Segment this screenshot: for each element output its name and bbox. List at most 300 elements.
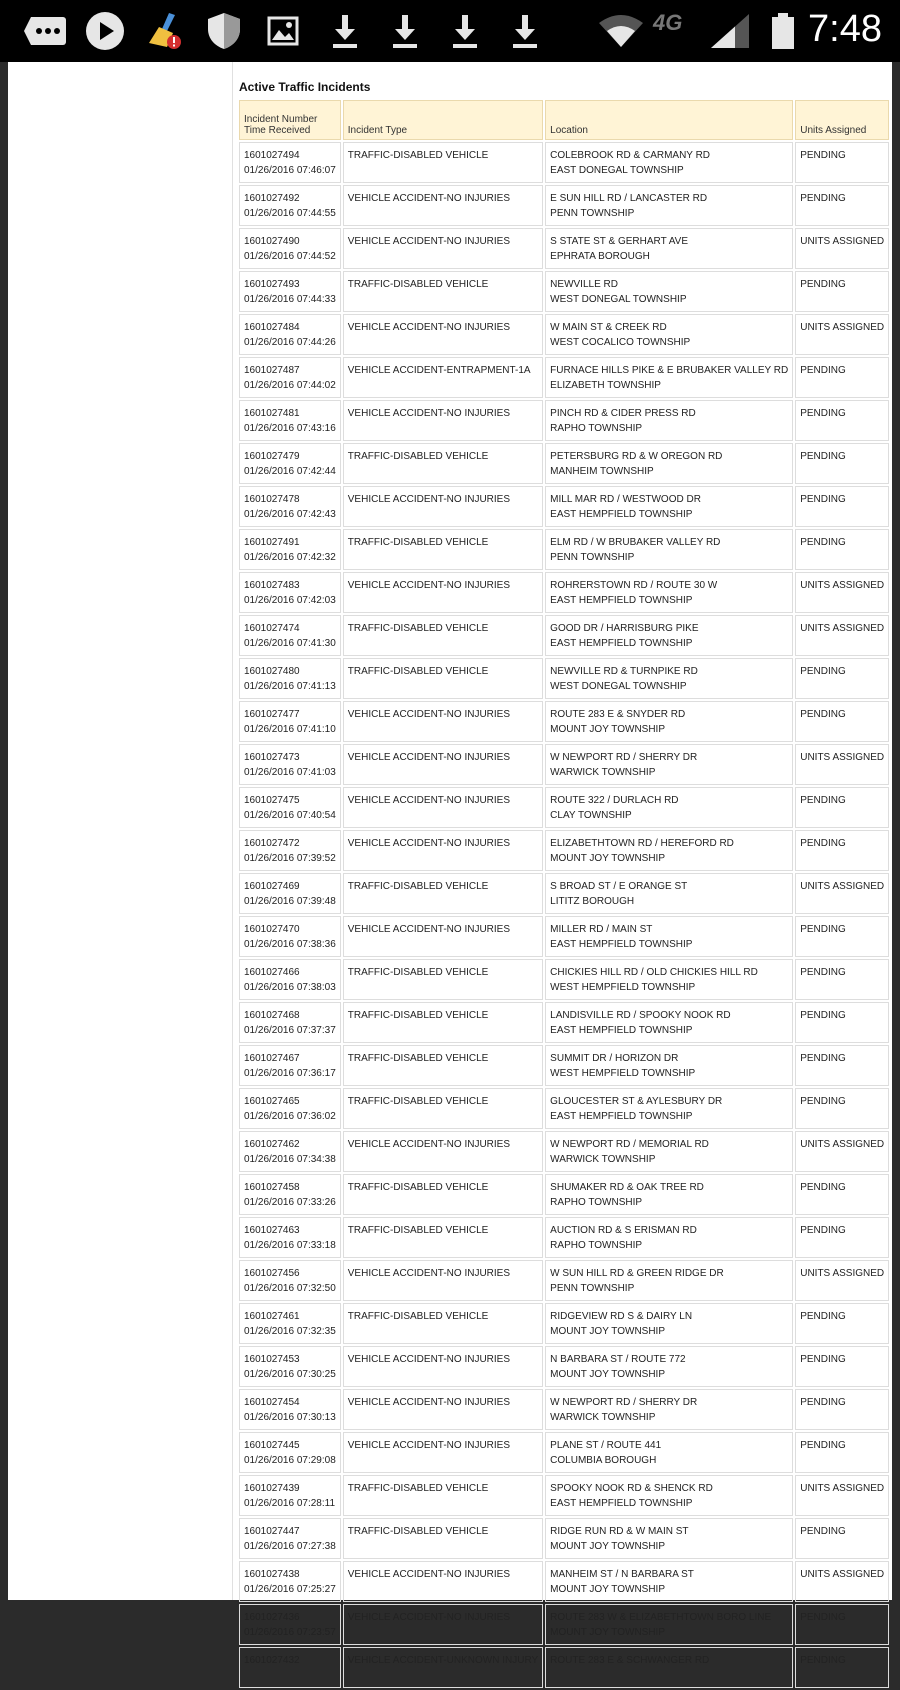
cell-location [545,572,793,613]
incident-table [237,98,891,1690]
cell-location [545,1174,793,1215]
incident-type: VEHICLE ACCIDENT-NO INJURIES [343,744,543,785]
incident-number: 1601027475 [244,795,300,806]
cell-location [545,529,793,570]
cell-number-time [239,1088,341,1129]
incident-number: 1601027491 [244,537,300,548]
incident-type: VEHICLE ACCIDENT-NO INJURIES [343,1561,543,1602]
cell-number-time [239,1217,341,1258]
cell-number-time [239,873,341,914]
incident-number: 1601027458 [244,1182,300,1193]
location-municipality: MOUNT JOY TOWNSHIP [550,1584,666,1595]
download-icon [508,10,542,52]
location-street: GOOD DR / HARRISBURG PIKE [550,623,699,634]
cell-number-time [239,1561,341,1602]
time-received: 01/26/2016 07:44:33 [244,294,336,305]
location-street: W NEWPORT RD / SHERRY DR [550,1397,698,1408]
incident-type: VEHICLE ACCIDENT-NO INJURIES [343,572,543,613]
incident-number: 1601027469 [244,881,300,892]
column-header-units: Units Assigned [795,100,889,140]
table-row [239,658,889,699]
cell-location [545,486,793,527]
units-assigned: PENDING [795,1518,889,1559]
incident-type: VEHICLE ACCIDENT-NO INJURIES [343,314,543,355]
cell-location [545,228,793,269]
table-row [239,1131,889,1172]
cell-number-time [239,400,341,441]
units-assigned: PENDING [795,1174,889,1215]
location-municipality: ELIZABETH TOWNSHIP [550,380,661,391]
location-street: NEWVILLE RD & TURNPIKE RD [550,666,698,677]
time-received: 01/26/2016 07:44:55 [244,208,336,219]
location-street: LANDISVILLE RD / SPOOKY NOOK RD [550,1010,731,1021]
cell-number-time [239,615,341,656]
location-municipality: RAPHO TOWNSHIP [550,423,643,434]
units-assigned: PENDING [795,916,889,957]
table-row [239,701,889,742]
time-received: 01/26/2016 07:41:10 [244,724,336,735]
location-municipality: EAST HEMPFIELD TOWNSHIP [550,509,693,520]
table-row [239,959,889,1000]
cell-number-time [239,142,341,183]
location-municipality: MOUNT JOY TOWNSHIP [550,724,666,735]
cell-location [545,1045,793,1086]
cell-location [545,1647,793,1688]
time-received: 01/26/2016 07:42:43 [244,509,336,520]
time-received: 01/26/2016 07:32:50 [244,1283,336,1294]
units-assigned: PENDING [795,701,889,742]
units-assigned: UNITS ASSIGNED [795,572,889,613]
incident-type: TRAFFIC-DISABLED VEHICLE [343,1303,543,1344]
units-assigned: PENDING [795,1217,889,1258]
cell-number-time [239,1346,341,1387]
incident-type: TRAFFIC-DISABLED VEHICLE [343,1475,543,1516]
shield-icon [204,10,244,52]
cell-location [545,701,793,742]
incident-type: VEHICLE ACCIDENT-NO INJURIES [343,1389,543,1430]
cell-number-time [239,185,341,226]
location-street: SPOOKY NOOK RD & SHENCK RD [550,1483,713,1494]
units-assigned: UNITS ASSIGNED [795,744,889,785]
cell-location [545,1088,793,1129]
cell-location [545,400,793,441]
location-street: W NEWPORT RD / SHERRY DR [550,752,698,763]
location-street: SHUMAKER RD & OAK TREE RD [550,1182,704,1193]
units-assigned: PENDING [795,1432,889,1473]
cell-number-time [239,787,341,828]
units-assigned: PENDING [795,1647,889,1688]
cell-number-time [239,1647,341,1688]
location-street: COLEBROOK RD & CARMANY RD [550,150,711,161]
time-received: 01/26/2016 07:42:44 [244,466,336,477]
units-assigned: PENDING [795,486,889,527]
incident-type: TRAFFIC-DISABLED VEHICLE [343,1518,543,1559]
time-received: 01/26/2016 07:36:02 [244,1111,336,1122]
units-assigned: UNITS ASSIGNED [795,1260,889,1301]
location-street: PINCH RD & CIDER PRESS RD [550,408,696,419]
table-row [239,1002,889,1043]
incident-type: VEHICLE ACCIDENT-NO INJURIES [343,787,543,828]
time-received: 01/26/2016 07:33:18 [244,1240,336,1251]
incident-number: 1601027470 [244,924,300,935]
incident-number: 1601027474 [244,623,300,634]
incident-type: VEHICLE ACCIDENT-NO INJURIES [343,1432,543,1473]
more-notifications-icon [22,10,68,52]
location-municipality: WEST DONEGAL TOWNSHIP [550,294,687,305]
incident-type: VEHICLE ACCIDENT-NO INJURIES [343,830,543,871]
incident-number: 1601027472 [244,838,300,849]
location-municipality: WEST HEMPFIELD TOWNSHIP [550,1068,696,1079]
units-assigned: UNITS ASSIGNED [795,314,889,355]
network-type-label: 4G [653,10,683,35]
location-municipality: EPHRATA BOROUGH [550,251,650,262]
location-municipality: PENN TOWNSHIP [550,208,635,219]
table-row [239,1217,889,1258]
table-row [239,142,889,183]
incident-number: 1601027468 [244,1010,300,1021]
table-row [239,1303,889,1344]
location-street: W MAIN ST & CREEK RD [550,322,667,333]
location-municipality: CLAY TOWNSHIP [550,810,632,821]
incident-type: VEHICLE ACCIDENT-NO INJURIES [343,1346,543,1387]
incident-number: 1601027467 [244,1053,300,1064]
cell-number-time [239,916,341,957]
units-assigned: PENDING [795,1045,889,1086]
incident-type: VEHICLE ACCIDENT-NO INJURIES [343,916,543,957]
incident-type: TRAFFIC-DISABLED VEHICLE [343,1174,543,1215]
cell-location [545,744,793,785]
location-municipality: WEST DONEGAL TOWNSHIP [550,681,687,692]
table-row [239,185,889,226]
incident-number: 1601027465 [244,1096,300,1107]
table-row [239,1389,889,1430]
cell-location [545,1518,793,1559]
cell-number-time [239,1174,341,1215]
cell-location [545,314,793,355]
incident-number: 1601027456 [244,1268,300,1279]
incident-type: VEHICLE ACCIDENT-NO INJURIES [343,1131,543,1172]
location-municipality: PENN TOWNSHIP [550,1283,635,1294]
table-row [239,1604,889,1645]
units-assigned: PENDING [795,357,889,398]
incident-type: TRAFFIC-DISABLED VEHICLE [343,1002,543,1043]
table-row [239,400,889,441]
table-row [239,314,889,355]
incident-number: 1601027481 [244,408,300,419]
cell-number-time [239,1002,341,1043]
units-assigned: UNITS ASSIGNED [795,1561,889,1602]
location-street: CHICKIES HILL RD / OLD CHICKIES HILL RD [550,967,758,978]
location-municipality: PENN TOWNSHIP [550,552,635,563]
location-street: S STATE ST & GERHART AVE [550,236,688,247]
cell-number-time [239,959,341,1000]
cell-location [545,1131,793,1172]
battery-icon [768,10,798,52]
cell-location [545,1002,793,1043]
table-row [239,529,889,570]
location-street: S BROAD ST / E ORANGE ST [550,881,688,892]
table-row [239,615,889,656]
table-row [239,357,889,398]
page-content [8,62,892,1666]
units-assigned: UNITS ASSIGNED [795,228,889,269]
time-received: 01/26/2016 07:42:32 [244,552,336,563]
cell-location [545,443,793,484]
units-assigned: PENDING [795,658,889,699]
left-column [8,62,233,1600]
signal-icon [708,10,752,52]
cell-location [545,1260,793,1301]
location-municipality: MOUNT JOY TOWNSHIP [550,1541,666,1552]
units-assigned: PENDING [795,142,889,183]
location-street: AUCTION RD & S ERISMAN RD [550,1225,697,1236]
column-header-location: Location [545,100,793,140]
time-received: 01/26/2016 07:40:54 [244,810,336,821]
time-received: 01/26/2016 07:44:26 [244,337,336,348]
table-row [239,873,889,914]
cell-number-time [239,1303,341,1344]
time-received: 01/26/2016 07:29:08 [244,1455,336,1466]
incident-number: 1601027494 [244,150,300,161]
cell-location [545,1604,793,1645]
incident-type: TRAFFIC-DISABLED VEHICLE [343,271,543,312]
time-received: 01/26/2016 07:41:03 [244,767,336,778]
incident-type: TRAFFIC-DISABLED VEHICLE [343,873,543,914]
time-received: 01/26/2016 07:43:16 [244,423,336,434]
location-street: N BARBARA ST / ROUTE 772 [550,1354,686,1365]
table-row [239,916,889,957]
location-municipality: EAST HEMPFIELD TOWNSHIP [550,638,693,649]
time-received: 01/26/2016 07:25:27 [244,1584,336,1595]
cell-location [545,873,793,914]
incident-type: VEHICLE ACCIDENT-ENTRAPMENT-1A [343,357,543,398]
cell-location [545,1346,793,1387]
cell-location [545,787,793,828]
incident-number: 1601027473 [244,752,300,763]
incident-type: TRAFFIC-DISABLED VEHICLE [343,615,543,656]
incident-number: 1601027463 [244,1225,300,1236]
table-row [239,787,889,828]
cell-number-time [239,658,341,699]
time-received: 01/26/2016 07:38:36 [244,939,336,950]
location-municipality: LITITZ BOROUGH [550,896,635,907]
status-bar [0,0,900,62]
location-municipality: RAPHO TOWNSHIP [550,1240,643,1251]
incident-type: TRAFFIC-DISABLED VEHICLE [343,1045,543,1086]
cell-location [545,1389,793,1430]
download-icon [328,10,362,52]
incident-number: 1601027477 [244,709,300,720]
units-assigned: UNITS ASSIGNED [795,1131,889,1172]
location-street: SUMMIT DR / HORIZON DR [550,1053,679,1064]
incident-table-wrap [237,98,885,1690]
incident-number: 1601027432 [244,1655,300,1666]
table-row [239,830,889,871]
incident-number: 1601027493 [244,279,300,290]
units-assigned: PENDING [795,400,889,441]
location-municipality: WARWICK TOWNSHIP [550,767,656,778]
time-received: 01/26/2016 07:23:57 [244,1627,336,1638]
time-received: 01/26/2016 07:44:52 [244,251,336,262]
download-icon [388,10,422,52]
table-row [239,1260,889,1301]
cell-number-time [239,1604,341,1645]
location-street: ELIZABETHTOWN RD / HEREFORD RD [550,838,734,849]
units-assigned: UNITS ASSIGNED [795,873,889,914]
time-received: 01/26/2016 07:37:37 [244,1025,336,1036]
location-street: GLOUCESTER ST & AYLESBURY DR [550,1096,723,1107]
table-row [239,572,889,613]
location-municipality: WEST HEMPFIELD TOWNSHIP [550,982,696,993]
incident-number: 1601027462 [244,1139,300,1150]
location-street: RIDGEVIEW RD S & DAIRY LN [550,1311,693,1322]
cell-number-time [239,1260,341,1301]
time-received: 01/26/2016 07:36:17 [244,1068,336,1079]
cell-number-time [239,271,341,312]
clock: 7:48 [808,8,882,50]
location-municipality: MOUNT JOY TOWNSHIP [550,1369,666,1380]
incident-type: VEHICLE ACCIDENT-NO INJURIES [343,1260,543,1301]
units-assigned: PENDING [795,185,889,226]
location-municipality: MOUNT JOY TOWNSHIP [550,1326,666,1337]
time-received: 01/26/2016 07:34:38 [244,1154,336,1165]
location-street: W NEWPORT RD / MEMORIAL RD [550,1139,709,1150]
cell-number-time [239,1518,341,1559]
wifi-icon [596,10,646,52]
location-street: MANHEIM ST / N BARBARA ST [550,1569,694,1580]
table-row [239,1174,889,1215]
location-municipality: WARWICK TOWNSHIP [550,1412,656,1423]
location-municipality: WEST COCALICO TOWNSHIP [550,337,691,348]
time-received: 01/26/2016 07:30:25 [244,1369,336,1380]
cell-number-time [239,357,341,398]
column-header-number: Incident Number [244,114,318,125]
incident-type: VEHICLE ACCIDENT-NO INJURIES [343,228,543,269]
units-assigned: UNITS ASSIGNED [795,1475,889,1516]
cell-number-time [239,228,341,269]
table-header-row [239,100,889,140]
time-received: 01/26/2016 07:38:03 [244,982,336,993]
time-received: 01/26/2016 07:46:07 [244,165,336,176]
cell-location [545,959,793,1000]
incident-type: VEHICLE ACCIDENT-NO INJURIES [343,1604,543,1645]
location-street: ROUTE 283 E & SNYDER RD [550,709,686,720]
location-street: E SUN HILL RD / LANCASTER RD [550,193,708,204]
incident-number: 1601027439 [244,1483,300,1494]
incident-number: 1601027478 [244,494,300,505]
units-assigned: PENDING [795,787,889,828]
incident-number: 1601027484 [244,322,300,333]
cell-number-time [239,830,341,871]
cell-location [545,1217,793,1258]
incident-number: 1601027479 [244,451,300,462]
cell-number-time [239,1432,341,1473]
column-header-type: Incident Type [343,100,543,140]
time-received: 01/26/2016 07:32:35 [244,1326,336,1337]
location-municipality: MOUNT JOY TOWNSHIP [550,853,666,864]
cell-location [545,615,793,656]
incident-number: 1601027438 [244,1569,300,1580]
units-assigned: PENDING [795,1346,889,1387]
time-received: 01/26/2016 07:39:52 [244,853,336,864]
time-received: 01/26/2016 07:30:13 [244,1412,336,1423]
location-street: FURNACE HILLS PIKE & E BRUBAKER VALLEY RD [550,365,789,376]
incident-type: TRAFFIC-DISABLED VEHICLE [343,658,543,699]
incident-type: TRAFFIC-DISABLED VEHICLE [343,529,543,570]
cell-number-time [239,1131,341,1172]
table-row [239,744,889,785]
incident-number: 1601027461 [244,1311,300,1322]
units-assigned: PENDING [795,271,889,312]
incident-type: VEHICLE ACCIDENT-NO INJURIES [343,486,543,527]
cell-number-time [239,1045,341,1086]
location-street: ROUTE 322 / DURLACH RD [550,795,679,806]
cell-location [545,1561,793,1602]
cell-number-time [239,314,341,355]
cell-number-time [239,1475,341,1516]
incident-type: TRAFFIC-DISABLED VEHICLE [343,1088,543,1129]
incident-type: VEHICLE ACCIDENT-UNKNOWN INJURY [343,1647,543,1688]
table-row [239,1518,889,1559]
units-assigned: PENDING [795,529,889,570]
location-street: MILLER RD / MAIN ST [550,924,653,935]
units-assigned: PENDING [795,1088,889,1129]
incident-number: 1601027445 [244,1440,300,1451]
units-assigned: PENDING [795,959,889,1000]
location-street: ROUTE 283 W & ELIZABETHTOWN BORO LINE [550,1612,772,1623]
location-municipality: COLUMBIA BOROUGH [550,1455,657,1466]
cell-number-time [239,529,341,570]
time-received: 01/26/2016 07:39:48 [244,896,336,907]
incident-type: TRAFFIC-DISABLED VEHICLE [343,959,543,1000]
incident-type: VEHICLE ACCIDENT-NO INJURIES [343,185,543,226]
units-assigned: PENDING [795,1604,889,1645]
location-municipality: EAST DONEGAL TOWNSHIP [550,165,684,176]
incident-number: 1601027480 [244,666,300,677]
units-assigned: PENDING [795,1303,889,1344]
column-header-number-time [239,100,341,140]
cell-location [545,185,793,226]
cell-location [545,1303,793,1344]
incident-number: 1601027483 [244,580,300,591]
cell-number-time [239,572,341,613]
time-received: 01/26/2016 07:27:38 [244,1541,336,1552]
incident-type: VEHICLE ACCIDENT-NO INJURIES [343,400,543,441]
cell-location [545,1475,793,1516]
cell-location [545,271,793,312]
table-row [239,1647,889,1688]
incident-number: 1601027466 [244,967,300,978]
location-municipality: EAST HEMPFIELD TOWNSHIP [550,1498,693,1509]
table-row [239,228,889,269]
cell-location [545,916,793,957]
location-municipality: MOUNT JOY TOWNSHIP [550,1627,666,1638]
location-street: MILL MAR RD / WESTWOOD DR [550,494,701,505]
incident-number: 1601027454 [244,1397,300,1408]
location-municipality: RAPHO TOWNSHIP [550,1197,643,1208]
location-municipality: MANHEIM TOWNSHIP [550,466,654,477]
column-header-time: Time Received [244,125,311,136]
time-received: 01/26/2016 07:41:30 [244,638,336,649]
cell-number-time [239,443,341,484]
table-row [239,1475,889,1516]
location-street: PLANE ST / ROUTE 441 [550,1440,662,1451]
cell-number-time [239,1389,341,1430]
cell-location [545,1432,793,1473]
table-row [239,443,889,484]
download-icon [448,10,482,52]
incident-type: TRAFFIC-DISABLED VEHICLE [343,443,543,484]
